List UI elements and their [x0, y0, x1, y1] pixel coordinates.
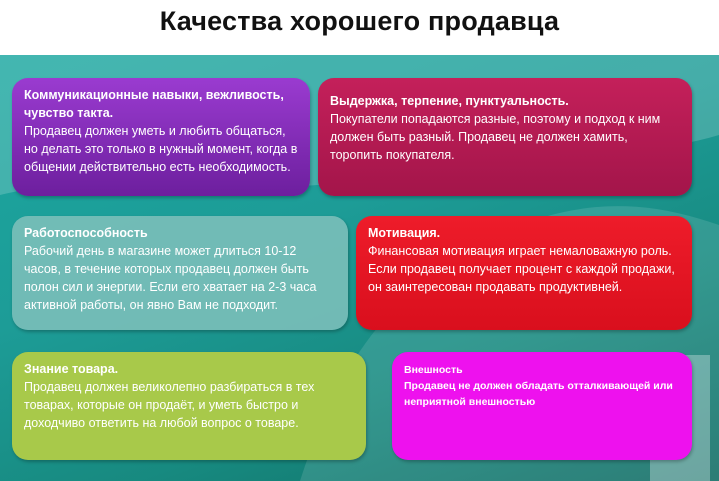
card-text: Продавец не должен обладать отталкивающей или неприятной внешностью — [404, 380, 673, 408]
card-text: Продавец должен великолепно разбираться в тех товарах, которые он продаёт, и уметь быстро и доходчиво ответить на любой вопрос о товаре. — [24, 380, 315, 430]
card-heading: Коммуникационные навыки, вежливость, чувство такта. — [24, 88, 284, 120]
page-title: Качества хорошего продавца — [159, 6, 560, 36]
card-heading: Знание товара. — [24, 362, 119, 376]
card-text: Финансовая мотивация играет немаловажную роль. Если продавец получает процент с каждой продажи, он заинтересован продавать продуктивней. — [368, 244, 675, 294]
card-text: Рабочий день в магазине может длиться 10-12 часов, в течение которых продавец должен быть полон сил и энергии. Если его хватает на 2-3 часа активной работы, он явно Вам не подходит. — [24, 244, 317, 312]
card-heading: Работоспособность — [24, 226, 148, 240]
card-heading: Мотивация. — [368, 226, 441, 240]
card-text: Покупатели попадаются разные, поэтому и подход к ним должен быть разный. Продавец не должен хамить, торопить покупателя. — [330, 112, 661, 162]
card-product-knowledge — [12, 352, 366, 460]
card-motivation — [356, 216, 692, 330]
card-patience — [318, 78, 692, 196]
card-work-capacity — [12, 216, 348, 330]
card-heading: Внешность — [404, 364, 463, 376]
card-heading: Выдержка, терпение, пунктуальность. — [330, 94, 569, 108]
card-text: Продавец должен уметь и любить общаться, но делать это только в нужный момент, когда в общении действительно есть необходимость. — [24, 124, 298, 174]
card-appearance — [392, 352, 692, 460]
card-communication — [12, 78, 310, 196]
